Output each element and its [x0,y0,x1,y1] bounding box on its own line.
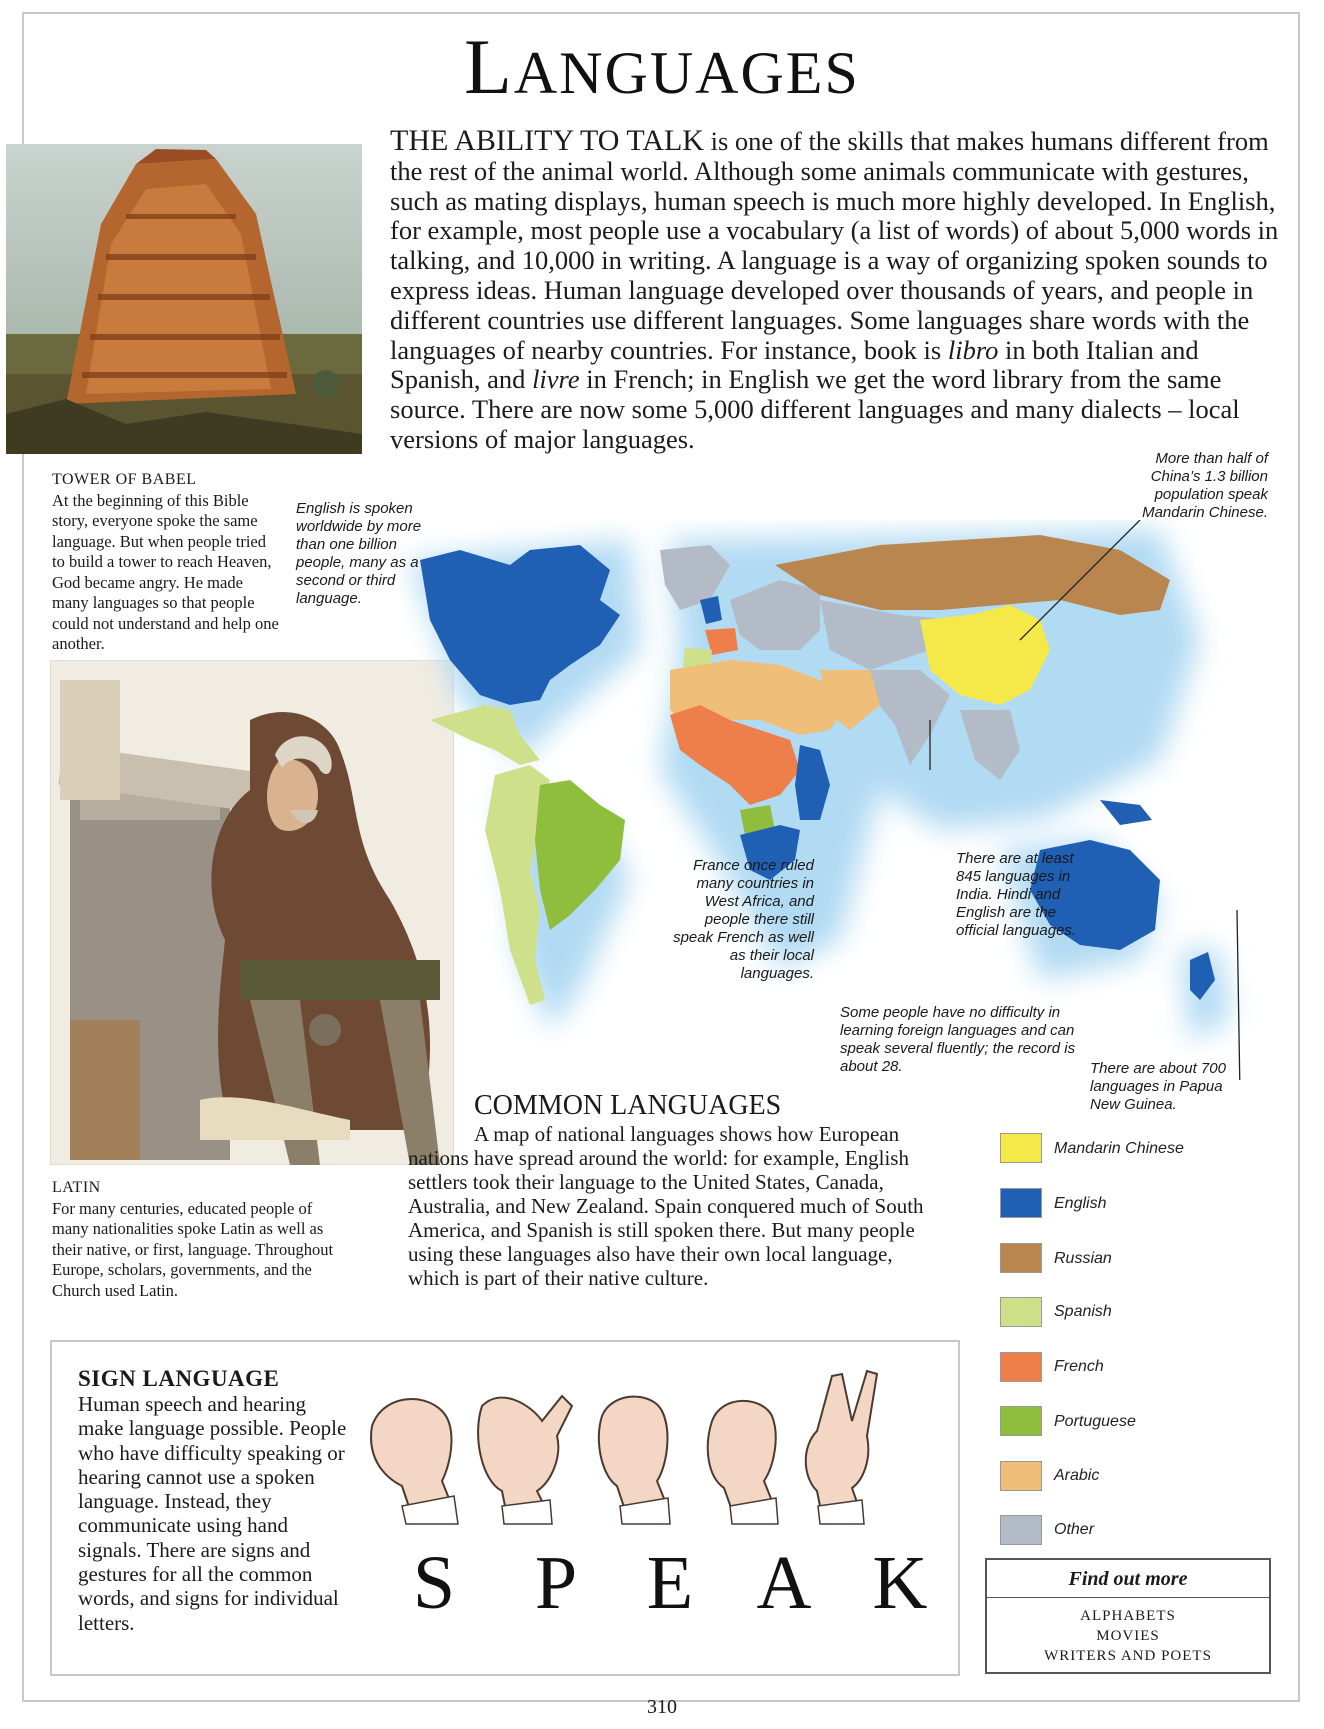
find-out-more-link-writers[interactable]: WRITERS AND POETS [1044,1648,1212,1664]
map-papua [1100,800,1152,825]
legend-label-mandarin: Mandarin Chinese [1054,1140,1184,1157]
babel-caption-text: At the beginning of this Bible story, everyone spoke the same language. But when people tried to build a tower to reach Heaven, God became angry. He made many languages so that people could not understand and help one another. [52,490,279,653]
babel-caption-heading: TOWER OF BABEL [52,471,197,488]
letter-s: S [412,1541,456,1625]
sign-hands-illustration [362,1366,952,1526]
annotation-fluent: Some people have no difficulty in learning foreign languages and can speak several fluently; the record is about 28. [840,1004,1076,1075]
legend-label-russian: Russian [1054,1250,1112,1267]
legend-swatch-english [1000,1188,1042,1218]
legend-label-other: Other [1054,1521,1095,1538]
hand-p-icon [478,1396,572,1516]
page-title: LANGUAGES [464,23,860,110]
find-out-more-link-movies[interactable]: MOVIES [1096,1628,1160,1644]
babel-caption [52,470,282,655]
legend-swatch-other [1000,1515,1042,1545]
legend-label-spanish: Spanish [1054,1303,1112,1320]
common-languages-text: A map of national languages shows how European nations have spread around the world: for example, English settlers took their language to the United States, Canada, Australia, and New Zealand. Spain conquered much of South America, and Spanish is still spoken there. But many people using these languages also have their own local language, which is part of their native culture. [408,1122,924,1290]
legend-swatch-mandarin [1000,1133,1042,1163]
sign-language-text-block [78,1366,348,1635]
intro-paragraph: THE ABILITY TO TALK is one of the skills that makes humans different from the rest of the animal world. Although some animals communicate with gestures, such as mating displays, human speech is much more highly developed. In English, for example, most people use a vocabulary (a list of words) of about 5,000 words in talking, and 10,000 in writing. A language is a way of organizing spoken sounds to express ideas. Human language developed over thousands of years, and people in different countries use different languages. Some languages share words with the languages of nearby countries. For instance, book is libro in both Italian and Spanish, and livre in French; in English we get the word library from the same source. There are now some 5,000 different languages and many dialects – local versions of major languages. [390,124,1279,454]
latin-scholar-engraving [50,660,454,1165]
legend-label-french: French [1054,1358,1104,1375]
letter-p: P [534,1541,578,1625]
latin-caption-text: For many centuries, educated people of many nationalities spoke Latin as well as their native, or first, language. Throughout Europe, scholars, governments, and the Church used Latin. [52,1198,334,1300]
page-number: 310 [647,1696,677,1718]
latin-caption-heading: LATIN [52,1179,101,1196]
legend-swatch-spanish [1000,1297,1042,1327]
legend-swatch-french [1000,1352,1042,1382]
legend-label-portuguese: Portuguese [1054,1413,1136,1430]
tower-of-babel-painting [6,144,362,454]
legend-swatch-russian [1000,1243,1042,1273]
annotation-english: English is spoken worldwide by more than one billion people, many as a second or third language. [296,500,422,607]
sign-language-text: Human speech and hearing make language possible. People who have difficulty speaking or hearing cannot use a spoken language. Instead, they communicate using hand signals. There are signs and gestures for all the common words, and signs for individual letters. [78,1392,347,1635]
find-out-more-title: Find out more [1068,1568,1188,1590]
letter-e: E [646,1541,694,1625]
hand-e-icon [599,1397,668,1516]
hand-a-icon [708,1401,776,1516]
latin-caption [52,1178,342,1301]
legend-swatch-arabic [1000,1461,1042,1491]
legend-swatch-portuguese [1000,1406,1042,1436]
common-languages-section [408,1090,928,1290]
legend-label-arabic: Arabic [1054,1467,1100,1484]
annotation-papua: There are about 700 languages in Papua New Guinea. [1090,1060,1226,1113]
letter-a: A [756,1541,812,1625]
annotation-india: There are at least 845 languages in India. Hindi and English are the official languages. [956,850,1077,939]
common-languages-title: COMMON LANGUAGES [474,1090,782,1121]
find-out-more-link-alphabets[interactable]: ALPHABETS [1080,1608,1176,1624]
annotation-france: France once ruled many countries in West Africa, and people there still speak French as well as their local languages. [673,857,814,982]
find-out-more-divider [987,1597,1269,1598]
legend-label-english: English [1054,1195,1107,1212]
letter-k: K [872,1541,928,1625]
hand-k-icon [806,1371,877,1516]
world-language-map [400,520,1320,1080]
find-out-more-box [985,1558,1271,1674]
sign-language-title: SIGN LANGUAGE [78,1366,280,1391]
annotation-china: More than half of China’s 1.3 billion population speak Mandarin Chinese. [1142,450,1268,521]
